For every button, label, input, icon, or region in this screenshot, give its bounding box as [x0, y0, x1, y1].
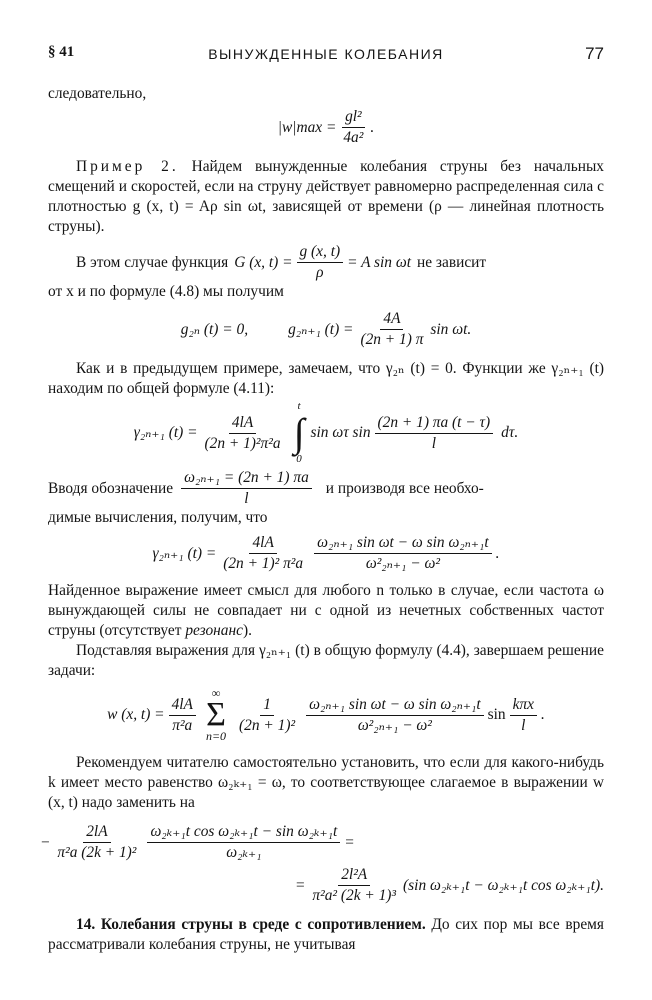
section-paragraph — [48, 915, 604, 955]
introducing-line — [48, 469, 604, 508]
formula-end: . — [540, 706, 545, 723]
formula-gamma2-lhs: γ₂ₙ₊₁ (t) = — [152, 544, 217, 562]
numerator: kπx — [510, 696, 537, 716]
page-body — [40, 84, 604, 955]
denominator: π²a² (2k + 1)³ — [312, 887, 397, 904]
denominator: ω²₂ₙ₊₁ − ω² — [365, 555, 440, 572]
integral-dtau: dτ. — [501, 424, 519, 441]
introducing-post: и производя все необхо- — [325, 479, 484, 497]
section-body: До сих пор мы все время рассматривали колебания струны, не учитывая — [48, 916, 604, 953]
formula-g2n1-rhs: sin ωt. — [430, 320, 472, 338]
numerator: 2l²A — [338, 866, 370, 886]
integral-sign — [294, 401, 305, 465]
denominator: l — [431, 434, 436, 452]
fraction — [236, 696, 298, 735]
numerator: 4A — [380, 310, 403, 330]
fraction — [309, 866, 399, 905]
fraction — [169, 696, 196, 735]
example-paragraph — [48, 157, 604, 237]
integrand-pre: sin ωτ sin — [310, 424, 371, 441]
case-intro-pre: В этом случае функция — [76, 253, 229, 271]
denominator: (2n + 1)² π²a — [223, 555, 304, 572]
numerator: g (x, t) — [297, 243, 344, 263]
denominator: (2n + 1) π — [360, 331, 424, 348]
formula-resonance-1 — [40, 823, 604, 862]
fraction — [510, 696, 537, 735]
numerator: 4lA — [249, 534, 276, 554]
case-intro-post: не зависит — [417, 253, 487, 271]
fraction — [297, 243, 344, 282]
numerator: 4lA — [169, 696, 196, 716]
denominator: π²a — [172, 716, 193, 734]
section-title: 14. Колебания струны в среде с сопротивлением. — [76, 916, 426, 933]
example-body: Найдем вынужденные колебания струны без начальных смещений и скоростей, если на струну действует равномерно распределенная сила с плотностью g (x, t) = Aρ sin ωt, зависящей от времени (ρ — линейная плотность струны). — [48, 158, 604, 235]
formula-wmax-lhs: |w|max = — [277, 118, 337, 136]
denominator: (2n + 1)²π²a — [204, 434, 281, 452]
found-expression-paragraph — [48, 581, 604, 641]
fraction — [375, 414, 494, 453]
sum-lower: n=0 — [205, 729, 227, 743]
text-hence: следовательно, — [48, 85, 147, 102]
integral-lower: 0 — [296, 453, 302, 465]
formula-gamma-lhs: γ₂ₙ₊₁ (t) = — [133, 424, 198, 441]
integral-symbol: ∫ — [293, 410, 305, 455]
formula-end: . — [370, 118, 375, 136]
numerator: 4lA — [229, 414, 256, 434]
numerator: ω₂ₙ₊₁ sin ωt − ω sin ω₂ₙ₊₁t — [306, 696, 484, 716]
recommend-paragraph: Рекомендуем читателю самостоятельно установить, что если для какого-нибудь k имеет место равенство ω₂ₖ₊₁ = ω, то соответствующее слагаемое в выражении w (x, t) надо заменить на — [48, 754, 604, 811]
fraction — [202, 414, 284, 453]
numerator: ω₂ₙ₊₁ sin ωt − ω sin ω₂ₙ₊₁t — [314, 534, 492, 554]
numerator: gl² — [342, 108, 365, 128]
fraction — [147, 823, 340, 862]
sum-sign — [206, 687, 226, 743]
chapter-title: ВЫНУЖДЕННЫЕ КОЛЕБАНИЯ — [208, 46, 444, 62]
fraction — [340, 108, 366, 147]
case-intro-line2: от x и по формуле (4.8) мы получим — [48, 283, 284, 300]
formula-g2n1-lhs: g₂ₙ₊₁ (t) = — [288, 320, 354, 338]
equals-sign: = — [344, 833, 355, 851]
section-mark: § 41 — [48, 44, 75, 60]
formula-resonance-2 — [48, 866, 604, 905]
page-number: 77 — [585, 44, 604, 63]
numerator: ω₂ₙ₊₁ = (2n + 1) πa — [181, 469, 312, 489]
fraction — [181, 469, 312, 508]
denominator: ρ — [316, 264, 324, 281]
found-expr-post: ). — [242, 622, 252, 639]
formula-r2-rhs: (sin ω₂ₖ₊₁t − ω₂ₖ₊₁t cos ω₂ₖ₊₁t). — [403, 876, 604, 894]
formula-g — [48, 310, 604, 349]
formula-G-rhs: = A sin ωt — [347, 253, 411, 271]
found-expr-pre: Найденное выражение имеет смысл для любого n только в случае, если частота ω вынуждающей силы не совпадает ни с одной из нечетных собственных частот струны (отсутствует — [48, 582, 604, 639]
denominator: π²a (2k + 1)² — [57, 844, 137, 861]
introducing-pre: Вводя обозначение — [48, 479, 174, 497]
formula-end: . — [495, 544, 500, 562]
formula-G-lhs: G (x, t) = — [234, 253, 293, 271]
fraction — [54, 823, 139, 862]
sum-upper: ∞ — [211, 686, 221, 700]
integral-upper: t — [297, 400, 301, 412]
formula-g2n: g₂ₙ (t) = 0, — [180, 320, 249, 338]
numerator: (2n + 1) πa (t − τ) — [375, 414, 494, 434]
fraction — [306, 696, 484, 735]
formula-gamma2 — [48, 534, 604, 573]
numerator: ω₂ₖ₊₁t cos ω₂ₖ₊₁t − sin ω₂ₖ₊₁t — [147, 823, 340, 843]
denominator: (2n + 1)² — [239, 716, 296, 734]
case-intro-line — [48, 243, 604, 282]
formula-wmax — [48, 108, 604, 147]
formula-w-sin: sin — [487, 706, 506, 723]
formula-w — [48, 687, 604, 743]
example-label: Пример 2. — [76, 158, 179, 175]
fraction — [314, 534, 492, 573]
minus-sign: − — [40, 833, 51, 851]
sigma-symbol: Σ — [206, 696, 226, 733]
formula-gamma — [48, 401, 604, 465]
running-header — [48, 44, 604, 68]
denominator: ω²₂ₙ₊₁ − ω² — [357, 716, 432, 734]
resonance-term: резонанс — [185, 622, 243, 639]
numerator: 2lA — [83, 823, 110, 843]
numerator: 1 — [260, 696, 274, 716]
substituting-paragraph: Подставляя выражения для γ₂ₙ₊₁ (t) в общую формулу (4.4), завершаем решение задачи: — [48, 642, 604, 679]
prev-example-paragraph: Как и в предыдущем примере, замечаем, что γ₂ₙ (t) = 0. Функции же γ₂ₙ₊₁ (t) находим по общей формуле (4.11): — [48, 360, 604, 397]
denominator: 4a² — [343, 129, 364, 146]
denominator: ω₂ₖ₊₁ — [226, 844, 262, 861]
denominator: l — [244, 490, 249, 507]
formula-w-lhs: w (x, t) = — [107, 706, 165, 723]
denominator: l — [521, 716, 526, 734]
introducing-line2: димые вычисления, получим, что — [48, 509, 268, 526]
fraction — [357, 310, 426, 349]
equals-sign: = — [295, 876, 306, 894]
fraction — [220, 534, 306, 573]
